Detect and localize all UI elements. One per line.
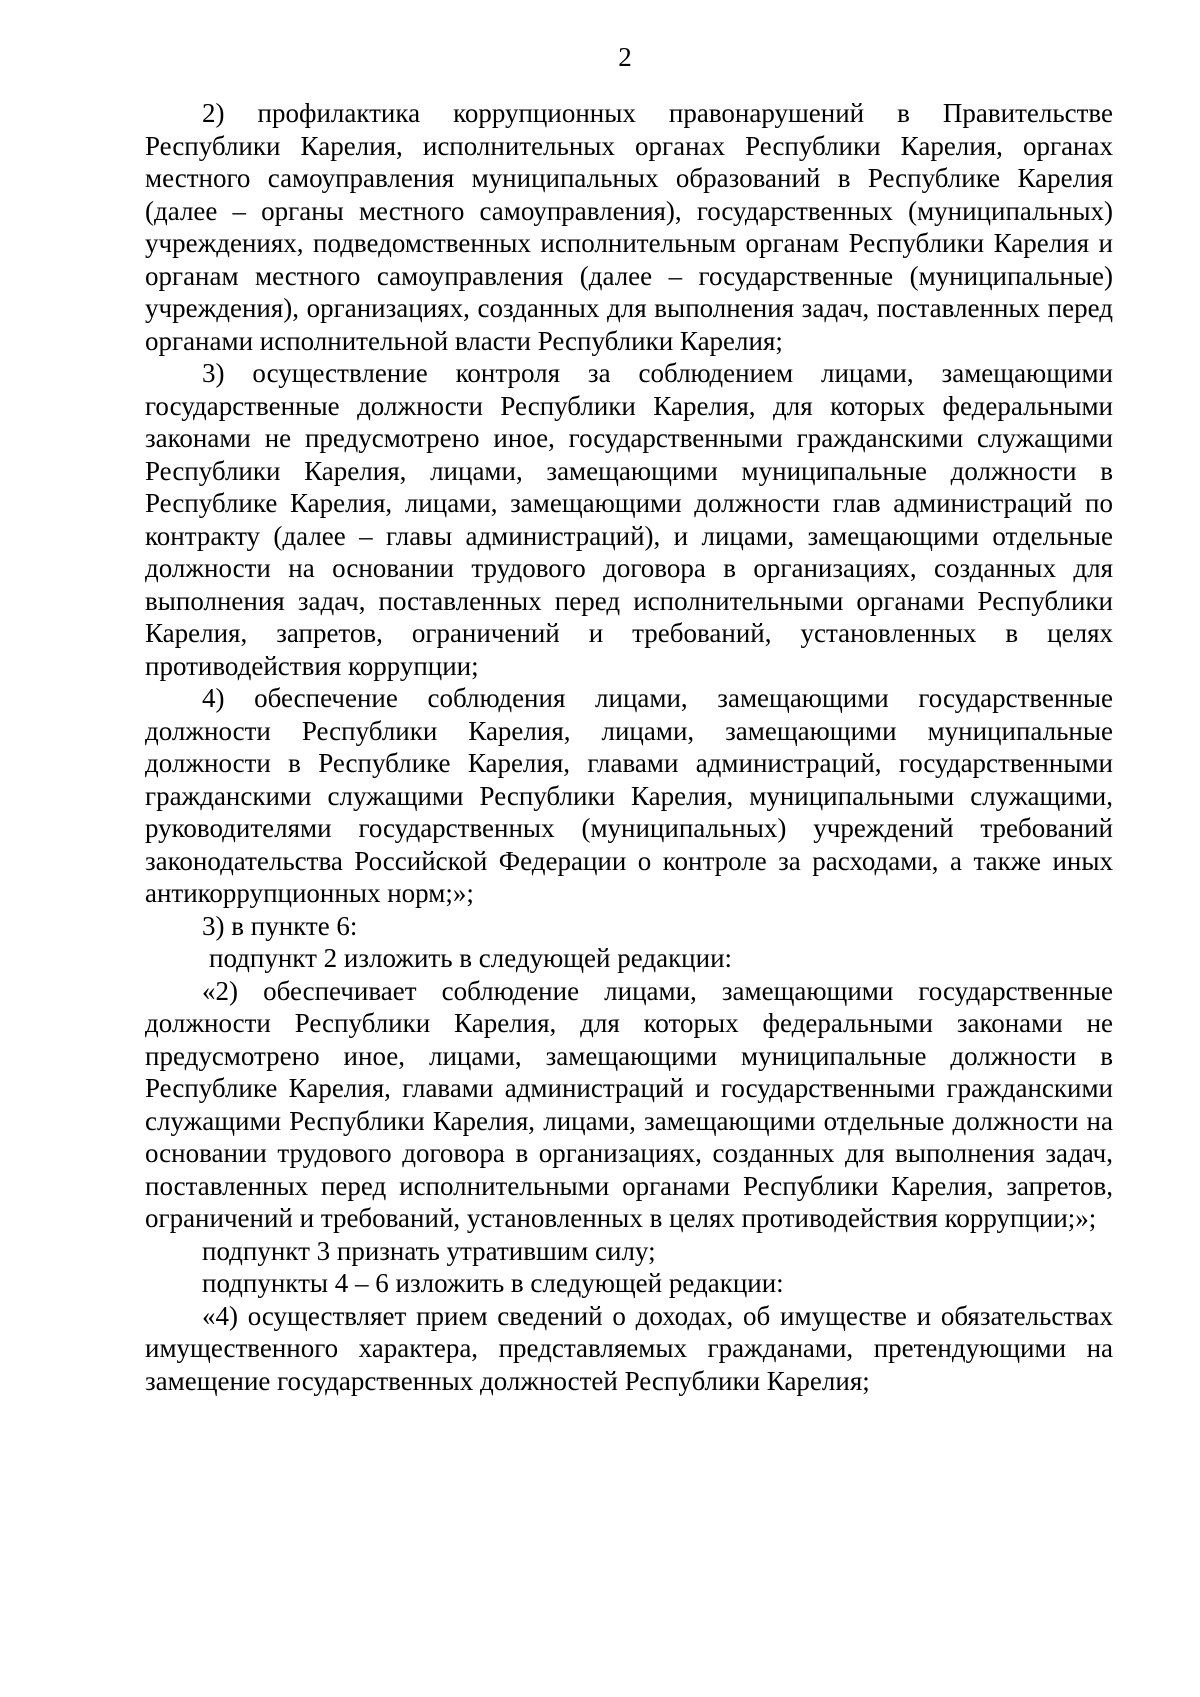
paragraph-subclause-2-text: «2) обеспечивает соблюдение лицами, замещающими государственные должности Республики Карелия, для которых федеральными законами не предусмотрено иное, лицами, замещающими муниципальные должности в Республике Карелия, главами администраций и государственными гражданскими служащими Республики Карелия, лицами, замещающими отдельные должности на основании трудового договора в организациях, созданных для выполнения задач, поставленных перед исполнительными органами Республики Карелия, запретов, ограничений и требований, установленных в целях противодействия коррупции;»; xyxy=(145,975,1113,1233)
page-number: 2 xyxy=(618,42,632,72)
paragraph-point-3-clause-6: 3) в пункте 6: xyxy=(202,910,358,941)
paragraph-subclause-4-text: «4) осуществляет прием сведений о доходах, об имуществе и обязательствах имущественного характера, представляемых гражданами, претендующими на замещение государственных должностей Республики Карелия; xyxy=(145,1300,1113,1396)
document-body xyxy=(145,97,1113,1397)
paragraph-item-4-compliance: 4) обеспечение соблюдения лицами, замещающими государственные должности Республики Карелия, лицами, замещающими муниципальные должности в Республике Карелия, главами администраций, государственными гражданскими служащими Республики Карелия, муниципальными служащими, руководителями государственных (муниципальных) учреждений требований законодательства Российской Федерации о контроле за расходами, а также иных антикоррупционных норм;»; xyxy=(145,683,1113,908)
paragraph-subclause-2-edit: подпункт 2 изложить в следующей редакции: xyxy=(209,943,733,973)
paragraph-subclause-3-void: подпункт 3 признать утратившим силу; xyxy=(202,1235,656,1266)
paragraph-item-2-prevention: 2) профилактика коррупционных правонарушений в Правительстве Республики Карелия, исполнительных органах Республики Карелия, органах местного самоуправления муниципальных образований в Республике Карелия (далее – органы местного самоуправления), государственных (муниципальных) учреждениях, подведомственных исполнительным органам Республики Карелия и органам местного самоуправления (далее – государственные (муниципальные) учреждения), организациях, созданных для выполнения задач, поставленных перед органами исполнительной власти Республики Карелия; xyxy=(145,98,1113,356)
paragraph-subclauses-4-6-edit: подпункты 4 – 6 изложить в следующей редакции: xyxy=(202,1268,784,1298)
paragraph-item-3-control: 3) осуществление контроля за соблюдением лицами, замещающими государственные должности Республики Карелия, для которых федеральными законами не предусмотрено иное, государственными гражданскими служащими Республики Карелия, лицами, замещающими муниципальные должности в Республике Карелия, лицами, замещающими должности глав администраций по контракту (далее – главы администраций), и лицами, замещающими отдельные должности на основании трудового договора в организациях, созданных для выполнения задач, поставленных перед исполнительными органами Республики Карелия, запретов, ограничений и требований, установленных в целях противодействия коррупции; xyxy=(145,358,1113,681)
